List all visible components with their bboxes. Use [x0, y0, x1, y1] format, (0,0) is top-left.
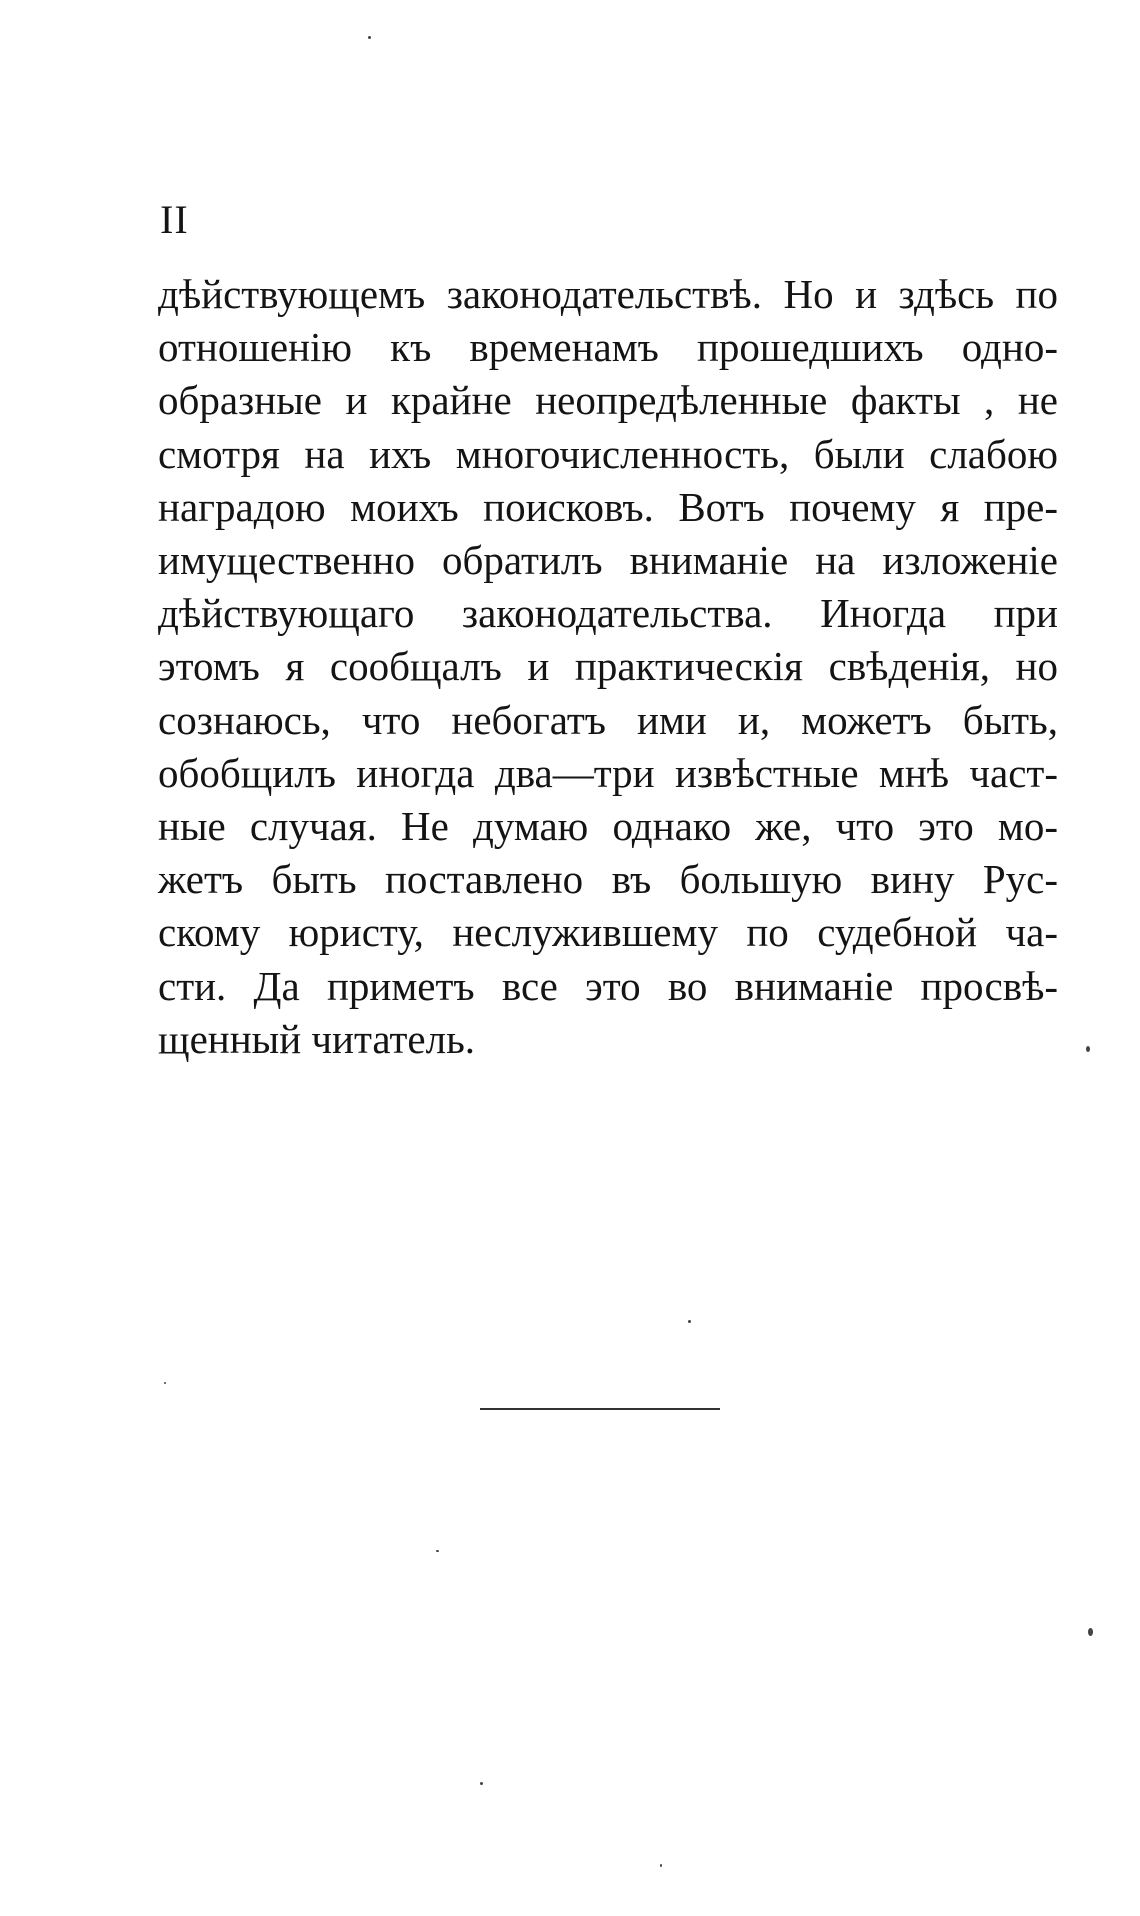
- text-line: обобщилъ иногда два—три извѣстные мнѣ част-: [158, 749, 1058, 796]
- text-line: скому юристу, неслужившему по судебной ча-: [158, 909, 1058, 956]
- scan-speck: [660, 1864, 662, 1867]
- text-line: дѣйствующаго законодательства. Иногда при: [158, 590, 1058, 637]
- scan-speck: [436, 1550, 439, 1552]
- scan-speck: [1088, 1628, 1093, 1636]
- scan-speck: [1086, 1046, 1090, 1052]
- text-line: отношенію къ временамъ прошедшихъ одно-: [158, 324, 1058, 371]
- scan-speck: [368, 36, 371, 39]
- text-line: имущественно обратилъ вниманіе на изложеніе: [158, 537, 1058, 584]
- scan-speck: [480, 1782, 483, 1785]
- text-line: сти. Да приметъ все это во вниманіе просвѣ-: [158, 962, 1058, 1009]
- end-rule: [480, 1408, 720, 1410]
- body-text: [158, 268, 1058, 1066]
- text-line: образные и крайне неопредѣленные факты , не: [158, 377, 1058, 424]
- page-number: II: [160, 197, 189, 242]
- text-line: ные случая. Не думаю однако же, что это мо-: [158, 803, 1058, 850]
- text-line: смотря на ихъ многочисленность, были слабою: [158, 430, 1058, 477]
- text-line: сознаюсь, что небогатъ ими и, можетъ быть,: [158, 696, 1058, 743]
- scan-speck: [164, 1382, 166, 1384]
- text-line: наградою моихъ поисковъ. Вотъ почему я пре-: [158, 483, 1058, 530]
- scan-speck: [688, 1320, 691, 1323]
- text-line: жетъ быть поставлено въ большую вину Рус-: [158, 856, 1058, 903]
- text-line: дѣйствующемъ законодательствѣ. Но и здѣсь по: [158, 271, 1058, 317]
- text-line: щенный читатель.: [158, 1015, 476, 1062]
- text-line: этомъ я сообщалъ и практическія свѣденія, но: [158, 643, 1058, 690]
